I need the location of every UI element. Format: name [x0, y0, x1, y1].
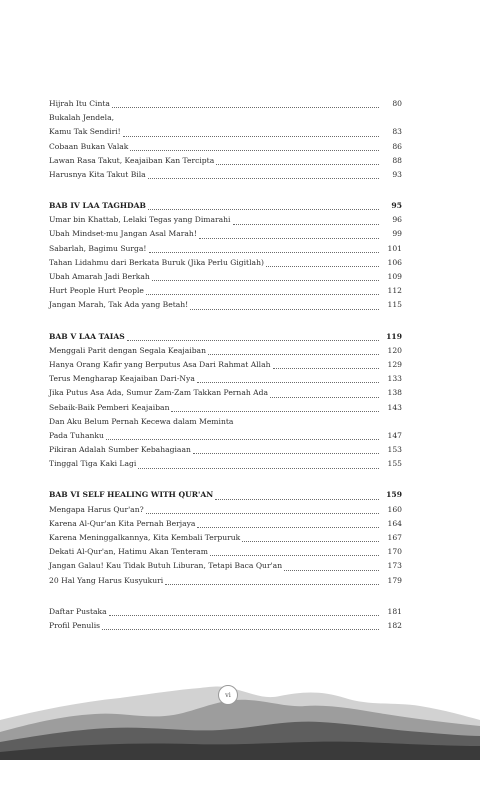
toc-entry-page: 153: [387, 445, 402, 455]
page-number-badge: vi: [218, 685, 238, 705]
toc-entry-title: Hijrah Itu Cinta: [49, 98, 110, 108]
dot-leader: [146, 294, 379, 295]
toc-entry-page: 143: [387, 402, 402, 412]
toc-entry: [49, 443, 402, 457]
toc-entry-page: 181: [387, 606, 402, 616]
toc-entry: [49, 429, 402, 443]
toc-entry-title: Karena Meninggalkannya, Kita Kembali Terpuruk: [49, 533, 241, 543]
toc-entry-page: 138: [387, 388, 402, 398]
dot-leader: [146, 513, 379, 514]
section-gap: [49, 588, 402, 605]
toc-entry: [49, 619, 402, 633]
toc-entry: [49, 154, 402, 168]
toc-entry: [49, 125, 402, 139]
chapter-heading: [49, 489, 402, 503]
dot-leader: [215, 499, 379, 500]
toc-entry-page: 88: [392, 155, 402, 165]
toc-entry: [49, 517, 402, 531]
chapter-heading-page: 95: [391, 201, 402, 211]
toc-entry: [49, 111, 402, 125]
toc-entry: [49, 372, 402, 386]
toc-entry: [49, 605, 402, 619]
toc-entry: [49, 242, 402, 256]
toc-entry-title: Harusnya Kita Takut Bila: [49, 169, 146, 179]
toc-entry-page: 109: [387, 272, 402, 282]
toc-entry-title: Jika Putus Asa Ada, Sumur Zam-Zam Takkan Pernah Ada: [49, 388, 269, 398]
toc-entry-title: Mengapa Harus Qur'an?: [49, 504, 144, 514]
chapter-heading-title: BAB IV LAA TAGHDAB: [49, 201, 146, 211]
chapter-heading-page: 119: [386, 331, 402, 341]
toc-entry: [49, 140, 402, 154]
toc-entry-title: Ubah Amarah Jadi Berkah: [49, 272, 150, 282]
toc-entry-title: Hurt People Hurt People: [49, 286, 144, 296]
dot-leader: [284, 570, 379, 571]
dot-leader: [171, 411, 379, 412]
toc-entry-title: Umar bin Khattab, Lelaki Tegas yang Dimarahi: [49, 215, 231, 225]
toc-entry-page: 133: [387, 374, 402, 384]
dot-leader: [197, 382, 379, 383]
toc-entry: [49, 531, 402, 545]
section-gap: [49, 313, 402, 330]
dot-leader: [148, 209, 379, 210]
toc-entry: [49, 559, 402, 573]
toc-entry: [49, 270, 402, 284]
dot-leader: [233, 224, 380, 225]
toc-entry: [49, 457, 402, 471]
toc-entry-title: Lawan Rasa Takut, Keajaiban Kan Tercipta: [49, 155, 215, 165]
toc-entry-page: 112: [387, 286, 402, 296]
toc-entry-page: 80: [392, 98, 402, 108]
dot-leader: [152, 280, 379, 281]
chapter-heading-title: BAB V LAA TAIAS: [49, 331, 125, 341]
toc-entry-title: Sebaik-Baik Pemberi Keajaiban: [49, 402, 170, 412]
toc-entry-page: 170: [387, 547, 402, 557]
dot-leader: [242, 541, 379, 542]
toc-entry-page: 101: [387, 243, 402, 253]
toc-entry: [49, 545, 402, 559]
dot-leader: [112, 107, 379, 108]
mountain-landscape-footer: [0, 680, 480, 760]
toc-entry-page: 160: [387, 504, 402, 514]
toc-entry-title: Cobaan Bukan Valak: [49, 141, 129, 151]
toc-entry: [49, 256, 402, 270]
toc-entry: [49, 168, 402, 182]
toc-entry-title: Hanya Orang Kafir yang Berputus Asa Dari Rahmat Allah: [49, 359, 271, 369]
toc-entry-page: 173: [387, 561, 402, 571]
toc-entry: [49, 213, 402, 227]
toc-entry-title: Terus Mengharap Keajaiban Dari-Nya: [49, 374, 195, 384]
toc-entry-page: 164: [387, 518, 402, 528]
chapter-heading: [49, 330, 402, 344]
toc-entry-title: Daftar Pustaka: [49, 606, 107, 616]
toc-entry-title: 20 Hal Yang Harus Kusyukuri: [49, 575, 164, 585]
toc-entry-page: 86: [392, 141, 402, 151]
toc-entry: [49, 344, 402, 358]
toc-entry-page: 147: [387, 430, 402, 440]
toc-entry-title: Tinggal Tiga Kaki Lagi: [49, 459, 137, 469]
dot-leader: [273, 368, 380, 369]
toc-entry-page: 182: [387, 620, 402, 630]
dot-leader: [123, 136, 379, 137]
toc-entry-page: 167: [387, 533, 402, 543]
dot-leader: [130, 150, 379, 151]
toc-entry-title: Pikiran Adalah Sumber Kebahagiaan: [49, 445, 191, 455]
dot-leader: [270, 397, 379, 398]
toc-entry-title: Pada Tuhanku: [49, 430, 104, 440]
toc-entry: [49, 386, 402, 400]
toc-entry-page: 93: [392, 169, 402, 179]
toc-entry: [49, 298, 402, 312]
table-of-contents: [49, 97, 402, 633]
toc-entry-page: 83: [392, 127, 402, 137]
toc-entry-page: 99: [392, 229, 402, 239]
chapter-heading: [49, 199, 402, 213]
toc-entry-page: 115: [387, 300, 402, 310]
dot-leader: [106, 439, 379, 440]
dot-leader: [127, 340, 379, 341]
dot-leader: [208, 354, 379, 355]
toc-entry-page: 129: [387, 359, 402, 369]
toc-entry-title: Sabarlah, Bagimu Surga!: [49, 243, 147, 253]
section-gap: [49, 182, 402, 199]
dot-leader: [148, 178, 379, 179]
toc-entry-page: 155: [387, 459, 402, 469]
toc-entry-page: 96: [392, 215, 402, 225]
dot-leader: [216, 164, 379, 165]
toc-entry: [49, 284, 402, 298]
dot-leader: [102, 629, 379, 630]
dot-leader: [149, 252, 380, 253]
dot-leader: [165, 584, 379, 585]
section-gap: [49, 472, 402, 489]
toc-entry-title: Kamu Tak Sendiri!: [49, 127, 121, 137]
dot-leader: [138, 468, 379, 469]
toc-entry-title: Jangan Galau! Kau Tidak Butuh Liburan, Tetapi Baca Qur'an: [49, 561, 283, 571]
dot-leader: [210, 555, 379, 556]
chapter-heading-page: 159: [386, 490, 402, 500]
dot-leader: [109, 615, 379, 616]
toc-entry-title: Dekati Al-Qur'an, Hatimu Akan Tenteram: [49, 547, 208, 557]
toc-entry: [49, 415, 402, 429]
dot-leader: [197, 527, 379, 528]
toc-entry: [49, 97, 402, 111]
toc-entry-title: Menggali Parit dengan Segala Keajaiban: [49, 345, 206, 355]
toc-entry-title: Bukalah Jendela,: [49, 113, 115, 123]
toc-entry-title: Profil Penulis: [49, 620, 101, 630]
toc-entry-title: Dan Aku Belum Pernah Kecewa dalam Meminta: [49, 416, 234, 426]
dot-leader: [190, 309, 379, 310]
toc-entry: [49, 574, 402, 588]
toc-entry-title: Karena Al-Qur'an Kita Pernah Berjaya: [49, 518, 196, 528]
toc-entry: [49, 358, 402, 372]
toc-entry: [49, 401, 402, 415]
dot-leader: [266, 266, 379, 267]
toc-entry-page: 179: [387, 575, 402, 585]
chapter-heading-title: BAB VI SELF HEALING WITH QUR'AN: [49, 490, 214, 500]
toc-entry-title: Jangan Marah, Tak Ada yang Betah!: [49, 300, 189, 310]
toc-entry: [49, 228, 402, 242]
toc-entry-page: 120: [387, 345, 402, 355]
toc-entry: [49, 503, 402, 517]
dot-leader: [199, 238, 379, 239]
toc-entry-title: Ubah Mindset-mu Jangan Asal Marah!: [49, 229, 197, 239]
toc-entry-page: 106: [387, 257, 402, 267]
toc-entry-title: Tahan Lidahmu dari Berkata Buruk (Jika Perlu Gigitlah): [49, 257, 264, 267]
dot-leader: [193, 453, 379, 454]
